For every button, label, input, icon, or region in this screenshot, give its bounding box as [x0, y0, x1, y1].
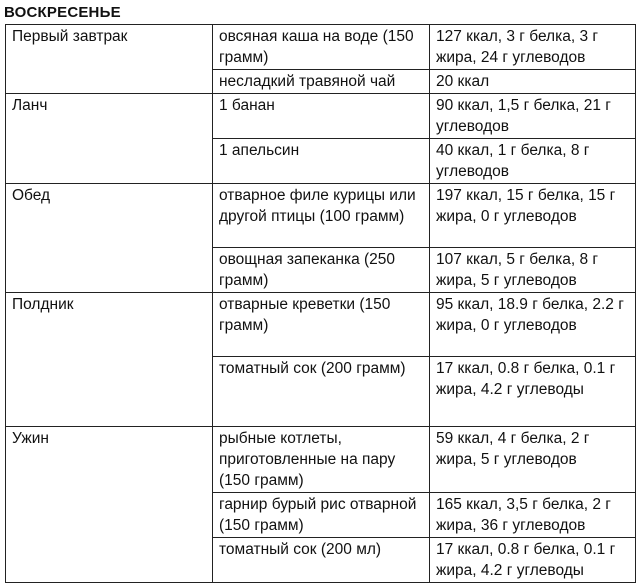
food-cell: овсяная каша на воде (150 грамм): [213, 25, 430, 70]
meal-plan-table: [5, 24, 636, 583]
nutrition-cell: 90 ккал, 1,5 г белка, 21 г углеводов: [430, 94, 636, 139]
nutrition-cell: 95 ккал, 18.9 г белка, 2.2 г жира, 0 г углеводов: [430, 293, 636, 357]
table-row: [6, 293, 636, 357]
food-cell: 1 апельсин: [213, 139, 430, 184]
food-cell: рыбные котлеты, приготовленные на пару (150 грамм): [213, 427, 430, 493]
nutrition-cell: 107 ккал, 5 г белка, 8 г жира, 5 г углеводов: [430, 248, 636, 293]
meal-name-dinner: Обед: [6, 184, 213, 293]
meal-name-supper: Ужин: [6, 427, 213, 583]
food-cell: томатный сок (200 мл): [213, 538, 430, 583]
table-row: [6, 25, 636, 70]
nutrition-cell: 20 ккал: [430, 70, 636, 94]
nutrition-cell: 197 ккал, 15 г белка, 15 г жира, 0 г углеводов: [430, 184, 636, 248]
meal-name-breakfast: Первый завтрак: [6, 25, 213, 94]
nutrition-cell: 40 ккал, 1 г белка, 8 г углеводов: [430, 139, 636, 184]
nutrition-cell: 17 ккал, 0.8 г белка, 0.1 г жира, 4.2 г углеводы: [430, 357, 636, 427]
nutrition-cell: 17 ккал, 0.8 г белка, 0.1 г жира, 4.2 г углеводы: [430, 538, 636, 583]
food-cell: несладкий травяной чай: [213, 70, 430, 94]
food-cell: отварные креветки (150 грамм): [213, 293, 430, 357]
food-cell: томатный сок (200 грамм): [213, 357, 430, 427]
nutrition-cell: 127 ккал, 3 г белка, 3 г жира, 24 г углеводов: [430, 25, 636, 70]
table-row: [6, 184, 636, 248]
meal-name-afternoon-snack: Полдник: [6, 293, 213, 427]
meal-name-lunch: Ланч: [6, 94, 213, 184]
nutrition-cell: 59 ккал, 4 г белка, 2 г жира, 5 г углеводов: [430, 427, 636, 493]
food-cell: 1 банан: [213, 94, 430, 139]
food-cell: гарнир бурый рис отварной (150 грамм): [213, 493, 430, 538]
food-cell: овощная запеканка (250 грамм): [213, 248, 430, 293]
table-row: [6, 94, 636, 139]
day-title: ВОСКРЕСЕНЬЕ: [4, 4, 121, 21]
table-row: [6, 427, 636, 493]
food-cell: отварное филе курицы или другой птицы (100 грамм): [213, 184, 430, 248]
nutrition-cell: 165 ккал, 3,5 г белка, 2 г жира, 36 г углеводов: [430, 493, 636, 538]
